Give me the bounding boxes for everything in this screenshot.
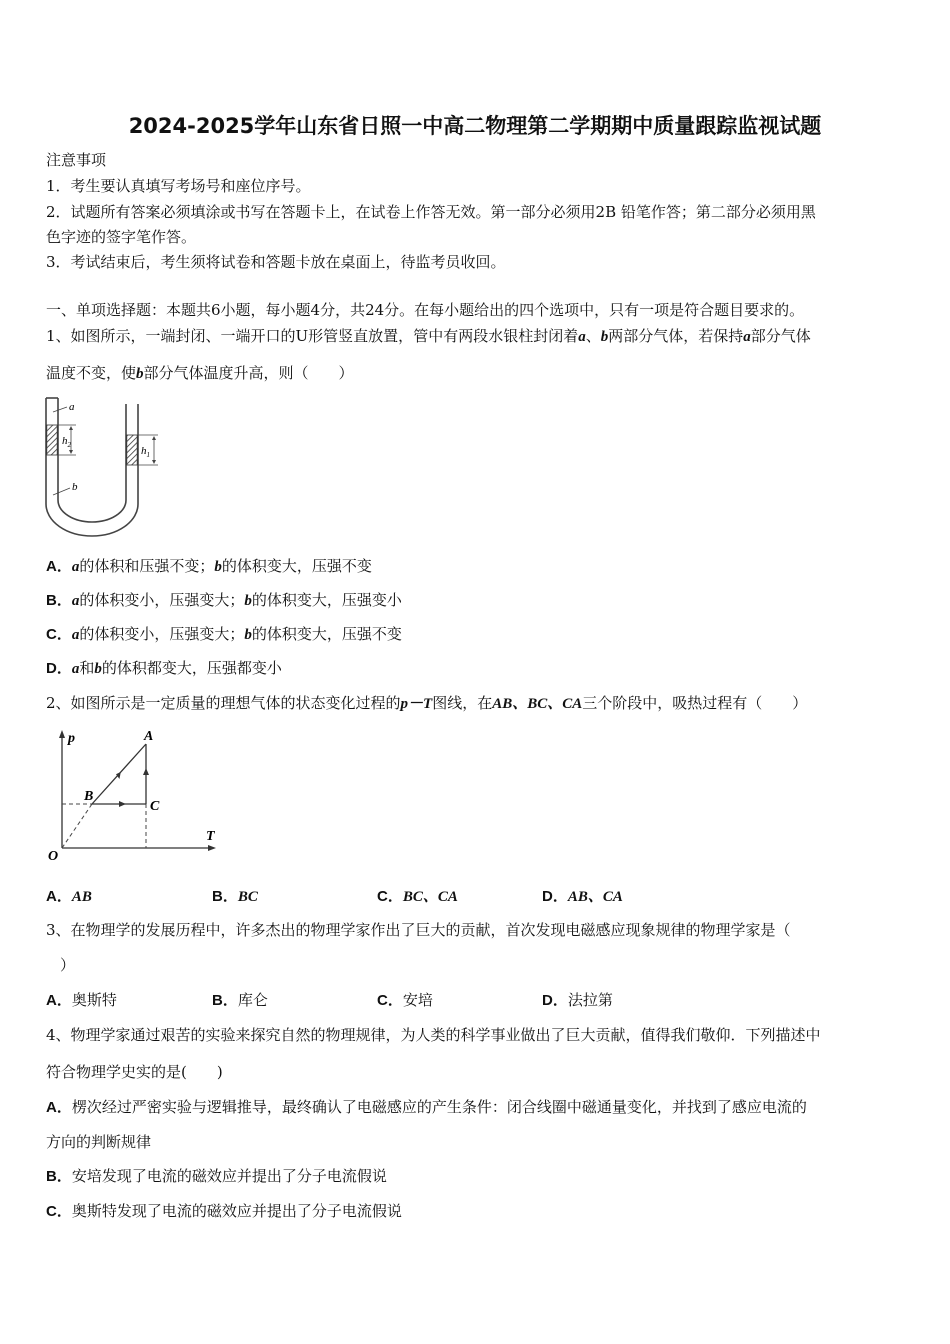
- q2-option-c[interactable]: C．BC、CA: [377, 888, 458, 905]
- pT-graph-figure: [44, 724, 224, 864]
- label-h2: $h_2$: [62, 435, 71, 449]
- q2-option-b[interactable]: B．BC: [212, 888, 258, 905]
- q1-stem-line2: 温度不变，使b部分气体温度升高，则（ ）: [46, 364, 354, 382]
- axis-T-label: T: [206, 829, 215, 844]
- mercury-column-h1: [127, 435, 137, 465]
- q3-option-b[interactable]: B．库仑: [212, 991, 268, 1009]
- arrow-icon: [69, 450, 73, 454]
- q3-stem-line2: ）: [60, 956, 76, 974]
- label-a: a: [69, 401, 75, 413]
- q4-option-b[interactable]: B．安培发现了电流的磁效应并提出了分子电流假说: [46, 1167, 387, 1185]
- point-C-label: C: [150, 799, 160, 814]
- point-B-label: B: [84, 789, 94, 804]
- q3-stem-line1: 3、在物理学的发展历程中，许多杰出的物理学家作出了巨大的贡献，首次发现电磁感应现象规律的物理学家是（: [46, 921, 791, 939]
- notice-item: 色字迹的签字笔作答。: [46, 228, 197, 246]
- q1-option-c[interactable]: C．a的体积变小，压强变大；b的体积变大，压强不变: [46, 625, 402, 643]
- label-h1: $h_1$: [141, 445, 150, 459]
- u-tube-outer-wall: [46, 398, 138, 536]
- arrow-icon: [119, 801, 126, 807]
- q4-option-c[interactable]: C．奥斯特发现了电流的磁效应并提出了分子电流假说: [46, 1202, 402, 1220]
- arrow-icon: [152, 436, 156, 440]
- notice-item: 1．考生要认真填写考场号和座位序号。: [46, 177, 311, 195]
- arrow-icon: [143, 768, 149, 775]
- mercury-column-h2: [47, 425, 57, 455]
- q4-stem-line2: 符合物理学史实的是( ): [46, 1063, 223, 1081]
- q2-stem: 2、如图所示是一定质量的理想气体的状态变化过程的p－T图线，在AB、BC、CA三个阶段中，吸热过程有（ ）: [46, 694, 808, 712]
- q1-stem-line1: 1、如图所示，一端封闭、一端开口的U形管竖直放置，管中有两段水银柱封闭着a、b两部分气体，若保持a部分气体: [46, 327, 811, 345]
- q4-option-a-cont: 方向的判断规律: [46, 1133, 152, 1151]
- q3-option-c[interactable]: C．安培: [377, 991, 433, 1009]
- q2-option-a[interactable]: A．AB: [46, 888, 92, 905]
- arrow-icon: [69, 426, 73, 430]
- notice-item: 3．考试结束后，考生须将试卷和答题卡放在桌面上，待监考员收回。: [46, 253, 506, 271]
- arrow-icon: [116, 772, 122, 779]
- page-title: 2024-2025学年山东省日照一中高二物理第二学期期中质量跟踪监视试题: [128, 114, 822, 138]
- q1-option-a[interactable]: A．a的体积和压强不变；b的体积变大，压强不变: [46, 557, 372, 575]
- q3-option-d[interactable]: D．法拉第: [542, 991, 613, 1009]
- q2-option-d[interactable]: D．AB、CA: [542, 888, 623, 905]
- u-tube-inner-wall: [58, 398, 126, 522]
- notice-item: 2．试题所有答案必须填涂或书写在答题卡上，在试卷上作答无效。第一部分必须用2B 铅笔作答；第二部分必须用黑: [46, 203, 816, 221]
- arrow-icon: [152, 460, 156, 464]
- section-heading: 一、单项选择题：本题共6小题，每小题4分，共24分。在每小题给出的四个选项中，只有一项是符合题目要求的。: [46, 301, 805, 319]
- notice-heading: 注意事项: [46, 151, 107, 169]
- q3-option-a[interactable]: A．奥斯特: [46, 991, 117, 1009]
- q1-option-b[interactable]: B．a的体积变小，压强变大；b的体积变大，压强变小: [46, 591, 402, 609]
- arrow-icon: [208, 845, 216, 851]
- q1-option-d[interactable]: D．a和b的体积都变大，压强都变小: [46, 659, 282, 677]
- arrow-icon: [59, 730, 65, 738]
- origin-label: O: [48, 849, 59, 864]
- q4-stem-line1: 4、物理学家通过艰苦的实验来探究自然的物理规律，为人类的科学事业做出了巨大贡献，值得我们敬仰．下列描述中: [46, 1026, 821, 1044]
- q4-option-a[interactable]: A．楞次经过严密实验与逻辑推导，最终确认了电磁感应的产生条件：闭合线圈中磁通量变化，并找到了感应电流的: [46, 1098, 807, 1116]
- label-b: b: [72, 481, 78, 493]
- point-A-label: A: [144, 729, 154, 744]
- u-tube-figure: [40, 392, 170, 537]
- axis-p-label: p: [68, 731, 75, 746]
